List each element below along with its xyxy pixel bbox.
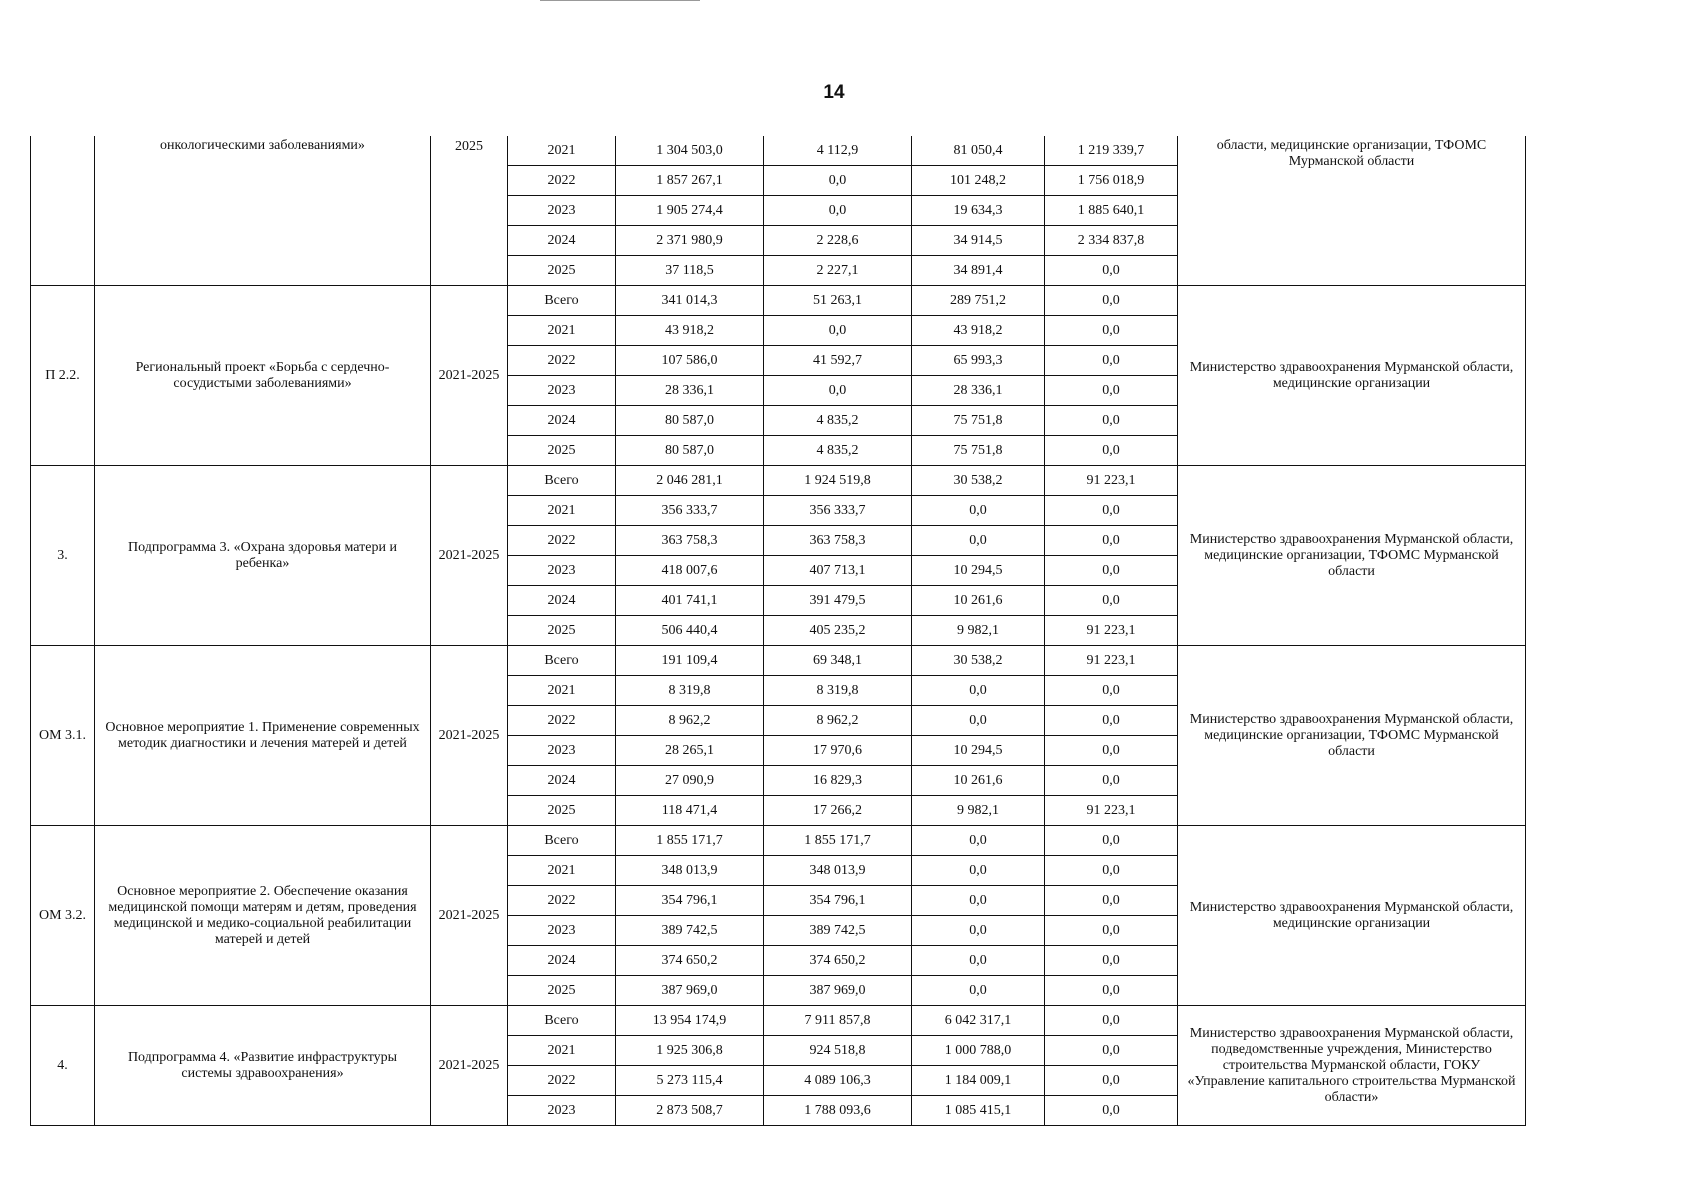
row-year: 2024 [508,406,616,436]
row-regional: 43 918,2 [912,316,1045,346]
budget-table [30,136,1526,1126]
row-regional: 34 914,5 [912,226,1045,256]
row-federal: 8 319,8 [764,676,912,706]
row-year: 2021 [508,496,616,526]
section-name: Основное мероприятие 2. Обеспечение оказания медицинской помощи матерям и детям, проведения медицинской и медико-социальной реабилитации матерей и детей [95,826,431,1006]
row-total: 80 587,0 [616,406,764,436]
row-other: 0,0 [1045,766,1178,796]
row-regional: 0,0 [912,976,1045,1006]
row-federal: 4 835,2 [764,406,912,436]
row-regional: 0,0 [912,946,1045,976]
row-federal: 354 796,1 [764,886,912,916]
row-federal: 0,0 [764,166,912,196]
row-year: 2024 [508,226,616,256]
row-federal: 924 518,8 [764,1036,912,1066]
section-name: Подпрограмма 3. «Охрана здоровья матери и ребенка» [95,466,431,646]
row-total: 389 742,5 [616,916,764,946]
row-year: 2023 [508,196,616,226]
row-other: 0,0 [1045,556,1178,586]
row-year: 2023 [508,556,616,586]
table-row [31,646,1526,676]
row-other: 0,0 [1045,946,1178,976]
row-regional: 1 000 788,0 [912,1036,1045,1066]
row-federal: 17 266,2 [764,796,912,826]
row-federal: 17 970,6 [764,736,912,766]
row-regional: 81 050,4 [912,136,1045,166]
row-year: Всего [508,286,616,316]
row-federal: 348 013,9 [764,856,912,886]
row-federal: 69 348,1 [764,646,912,676]
row-year: 2023 [508,736,616,766]
row-total: 1 855 171,7 [616,826,764,856]
row-year: 2021 [508,676,616,706]
row-year: 2024 [508,766,616,796]
row-year: 2021 [508,136,616,166]
row-year: 2025 [508,796,616,826]
row-total: 1 925 306,8 [616,1036,764,1066]
section-responsible: Министерство здравоохранения Мурманской области, подведомственные учреждения, Министерство строительства Мурманской области, ГОКУ «Управление капитального строительства Мурманской области» [1178,1006,1526,1126]
section-responsible: области, медицинские организации, ТФОМС Мурманской области [1178,136,1526,286]
row-other: 0,0 [1045,1096,1178,1126]
row-total: 387 969,0 [616,976,764,1006]
row-other: 91 223,1 [1045,796,1178,826]
row-regional: 1 184 009,1 [912,1066,1045,1096]
row-total: 107 586,0 [616,346,764,376]
row-year: Всего [508,1006,616,1036]
section-period: 2021-2025 [431,286,508,466]
row-regional: 0,0 [912,526,1045,556]
row-other: 0,0 [1045,976,1178,1006]
section-name: Подпрограмма 4. «Развитие инфраструктуры системы здравоохранения» [95,1006,431,1126]
row-total: 418 007,6 [616,556,764,586]
row-federal: 0,0 [764,316,912,346]
section-period: 2025 [431,136,508,286]
row-federal: 0,0 [764,376,912,406]
row-total: 118 471,4 [616,796,764,826]
row-total: 348 013,9 [616,856,764,886]
section-period: 2021-2025 [431,1006,508,1126]
row-other: 0,0 [1045,286,1178,316]
row-year: Всего [508,466,616,496]
row-federal: 1 788 093,6 [764,1096,912,1126]
row-federal: 1 855 171,7 [764,826,912,856]
section-number [31,136,95,286]
row-other: 0,0 [1045,496,1178,526]
row-federal: 4 089 106,3 [764,1066,912,1096]
row-federal: 387 969,0 [764,976,912,1006]
row-year: Всего [508,646,616,676]
row-other: 0,0 [1045,256,1178,286]
row-regional: 30 538,2 [912,646,1045,676]
row-year: 2025 [508,436,616,466]
table-row [31,826,1526,856]
row-regional: 0,0 [912,676,1045,706]
row-federal: 405 235,2 [764,616,912,646]
row-regional: 75 751,8 [912,436,1045,466]
row-total: 401 741,1 [616,586,764,616]
row-federal: 4 112,9 [764,136,912,166]
row-year: 2023 [508,916,616,946]
page-number: 14 [823,82,845,103]
row-total: 37 118,5 [616,256,764,286]
row-regional: 0,0 [912,856,1045,886]
row-total: 28 265,1 [616,736,764,766]
row-other: 0,0 [1045,826,1178,856]
row-regional: 0,0 [912,496,1045,526]
section-period: 2021-2025 [431,646,508,826]
row-year: 2021 [508,856,616,886]
section-number: ОМ 3.2. [31,826,95,1006]
table-row [31,1006,1526,1036]
row-regional: 6 042 317,1 [912,1006,1045,1036]
row-other: 0,0 [1045,1066,1178,1096]
row-year: 2025 [508,616,616,646]
table-row [31,136,1526,166]
row-other: 0,0 [1045,406,1178,436]
row-federal: 374 650,2 [764,946,912,976]
row-federal: 407 713,1 [764,556,912,586]
row-federal: 7 911 857,8 [764,1006,912,1036]
section-number: 4. [31,1006,95,1126]
row-regional: 10 261,6 [912,766,1045,796]
row-other: 0,0 [1045,436,1178,466]
row-other: 91 223,1 [1045,646,1178,676]
row-regional: 19 634,3 [912,196,1045,226]
row-total: 363 758,3 [616,526,764,556]
row-other: 1 219 339,7 [1045,136,1178,166]
row-total: 80 587,0 [616,436,764,466]
row-total: 2 046 281,1 [616,466,764,496]
row-total: 27 090,9 [616,766,764,796]
row-federal: 2 227,1 [764,256,912,286]
row-other: 0,0 [1045,586,1178,616]
table-row [31,466,1526,496]
row-total: 374 650,2 [616,946,764,976]
row-year: 2023 [508,376,616,406]
row-other: 2 334 837,8 [1045,226,1178,256]
row-total: 356 333,7 [616,496,764,526]
table-row [31,286,1526,316]
section-responsible: Министерство здравоохранения Мурманской области, медицинские организации, ТФОМС Мурманской области [1178,646,1526,826]
row-other: 0,0 [1045,676,1178,706]
row-regional: 75 751,8 [912,406,1045,436]
row-other: 0,0 [1045,856,1178,886]
row-year: 2022 [508,346,616,376]
row-year: 2021 [508,1036,616,1066]
section-number: 3. [31,466,95,646]
row-federal: 1 924 519,8 [764,466,912,496]
row-year: 2022 [508,706,616,736]
row-federal: 0,0 [764,196,912,226]
row-total: 2 873 508,7 [616,1096,764,1126]
row-other: 0,0 [1045,886,1178,916]
row-federal: 391 479,5 [764,586,912,616]
section-number: П 2.2. [31,286,95,466]
row-total: 2 371 980,9 [616,226,764,256]
row-total: 8 962,2 [616,706,764,736]
section-number: ОМ 3.1. [31,646,95,826]
row-regional: 34 891,4 [912,256,1045,286]
row-year: 2022 [508,886,616,916]
row-federal: 8 962,2 [764,706,912,736]
row-other: 91 223,1 [1045,466,1178,496]
row-regional: 0,0 [912,706,1045,736]
section-responsible: Министерство здравоохранения Мурманской области, медицинские организации, ТФОМС Мурманской области [1178,466,1526,646]
section-name: Основное мероприятие 1. Применение современных методик диагностики и лечения матерей и детей [95,646,431,826]
row-year: 2025 [508,256,616,286]
row-other: 0,0 [1045,316,1178,346]
row-other: 0,0 [1045,346,1178,376]
row-regional: 9 982,1 [912,796,1045,826]
budget-table-body [31,136,1526,1126]
row-federal: 389 742,5 [764,916,912,946]
row-federal: 4 835,2 [764,436,912,466]
row-total: 43 918,2 [616,316,764,346]
row-year: Всего [508,826,616,856]
row-other: 0,0 [1045,916,1178,946]
section-period: 2021-2025 [431,826,508,1006]
row-regional: 28 336,1 [912,376,1045,406]
row-regional: 10 294,5 [912,556,1045,586]
row-regional: 1 085 415,1 [912,1096,1045,1126]
row-other: 0,0 [1045,1006,1178,1036]
row-other: 0,0 [1045,736,1178,766]
section-name: онкологическими заболеваниями» [95,136,431,286]
row-federal: 51 263,1 [764,286,912,316]
row-federal: 16 829,3 [764,766,912,796]
row-year: 2022 [508,526,616,556]
row-total: 506 440,4 [616,616,764,646]
row-other: 1 885 640,1 [1045,196,1178,226]
row-year: 2021 [508,316,616,346]
row-year: 2024 [508,586,616,616]
row-federal: 356 333,7 [764,496,912,526]
scan-artifact-line [540,0,700,1]
row-other: 1 756 018,9 [1045,166,1178,196]
row-year: 2025 [508,976,616,1006]
row-total: 5 273 115,4 [616,1066,764,1096]
row-year: 2024 [508,946,616,976]
row-year: 2022 [508,166,616,196]
row-year: 2023 [508,1096,616,1126]
row-total: 191 109,4 [616,646,764,676]
row-other: 0,0 [1045,526,1178,556]
row-regional: 65 993,3 [912,346,1045,376]
row-regional: 9 982,1 [912,616,1045,646]
row-total: 8 319,8 [616,676,764,706]
row-total: 1 905 274,4 [616,196,764,226]
row-total: 28 336,1 [616,376,764,406]
row-other: 0,0 [1045,1036,1178,1066]
row-federal: 363 758,3 [764,526,912,556]
section-period: 2021-2025 [431,466,508,646]
row-total: 1 857 267,1 [616,166,764,196]
row-total: 1 304 503,0 [616,136,764,166]
section-responsible: Министерство здравоохранения Мурманской области, медицинские организации [1178,286,1526,466]
row-federal: 2 228,6 [764,226,912,256]
row-total: 341 014,3 [616,286,764,316]
row-year: 2022 [508,1066,616,1096]
row-total: 13 954 174,9 [616,1006,764,1036]
row-regional: 289 751,2 [912,286,1045,316]
row-regional: 0,0 [912,886,1045,916]
row-regional: 10 294,5 [912,736,1045,766]
row-regional: 101 248,2 [912,166,1045,196]
row-other: 91 223,1 [1045,616,1178,646]
row-other: 0,0 [1045,376,1178,406]
row-regional: 10 261,6 [912,586,1045,616]
row-regional: 30 538,2 [912,466,1045,496]
row-other: 0,0 [1045,706,1178,736]
row-regional: 0,0 [912,826,1045,856]
section-responsible: Министерство здравоохранения Мурманской области, медицинские организации [1178,826,1526,1006]
row-federal: 41 592,7 [764,346,912,376]
row-total: 354 796,1 [616,886,764,916]
row-regional: 0,0 [912,916,1045,946]
section-name: Региональный проект «Борьба с сердечно-сосудистыми заболеваниями» [95,286,431,466]
